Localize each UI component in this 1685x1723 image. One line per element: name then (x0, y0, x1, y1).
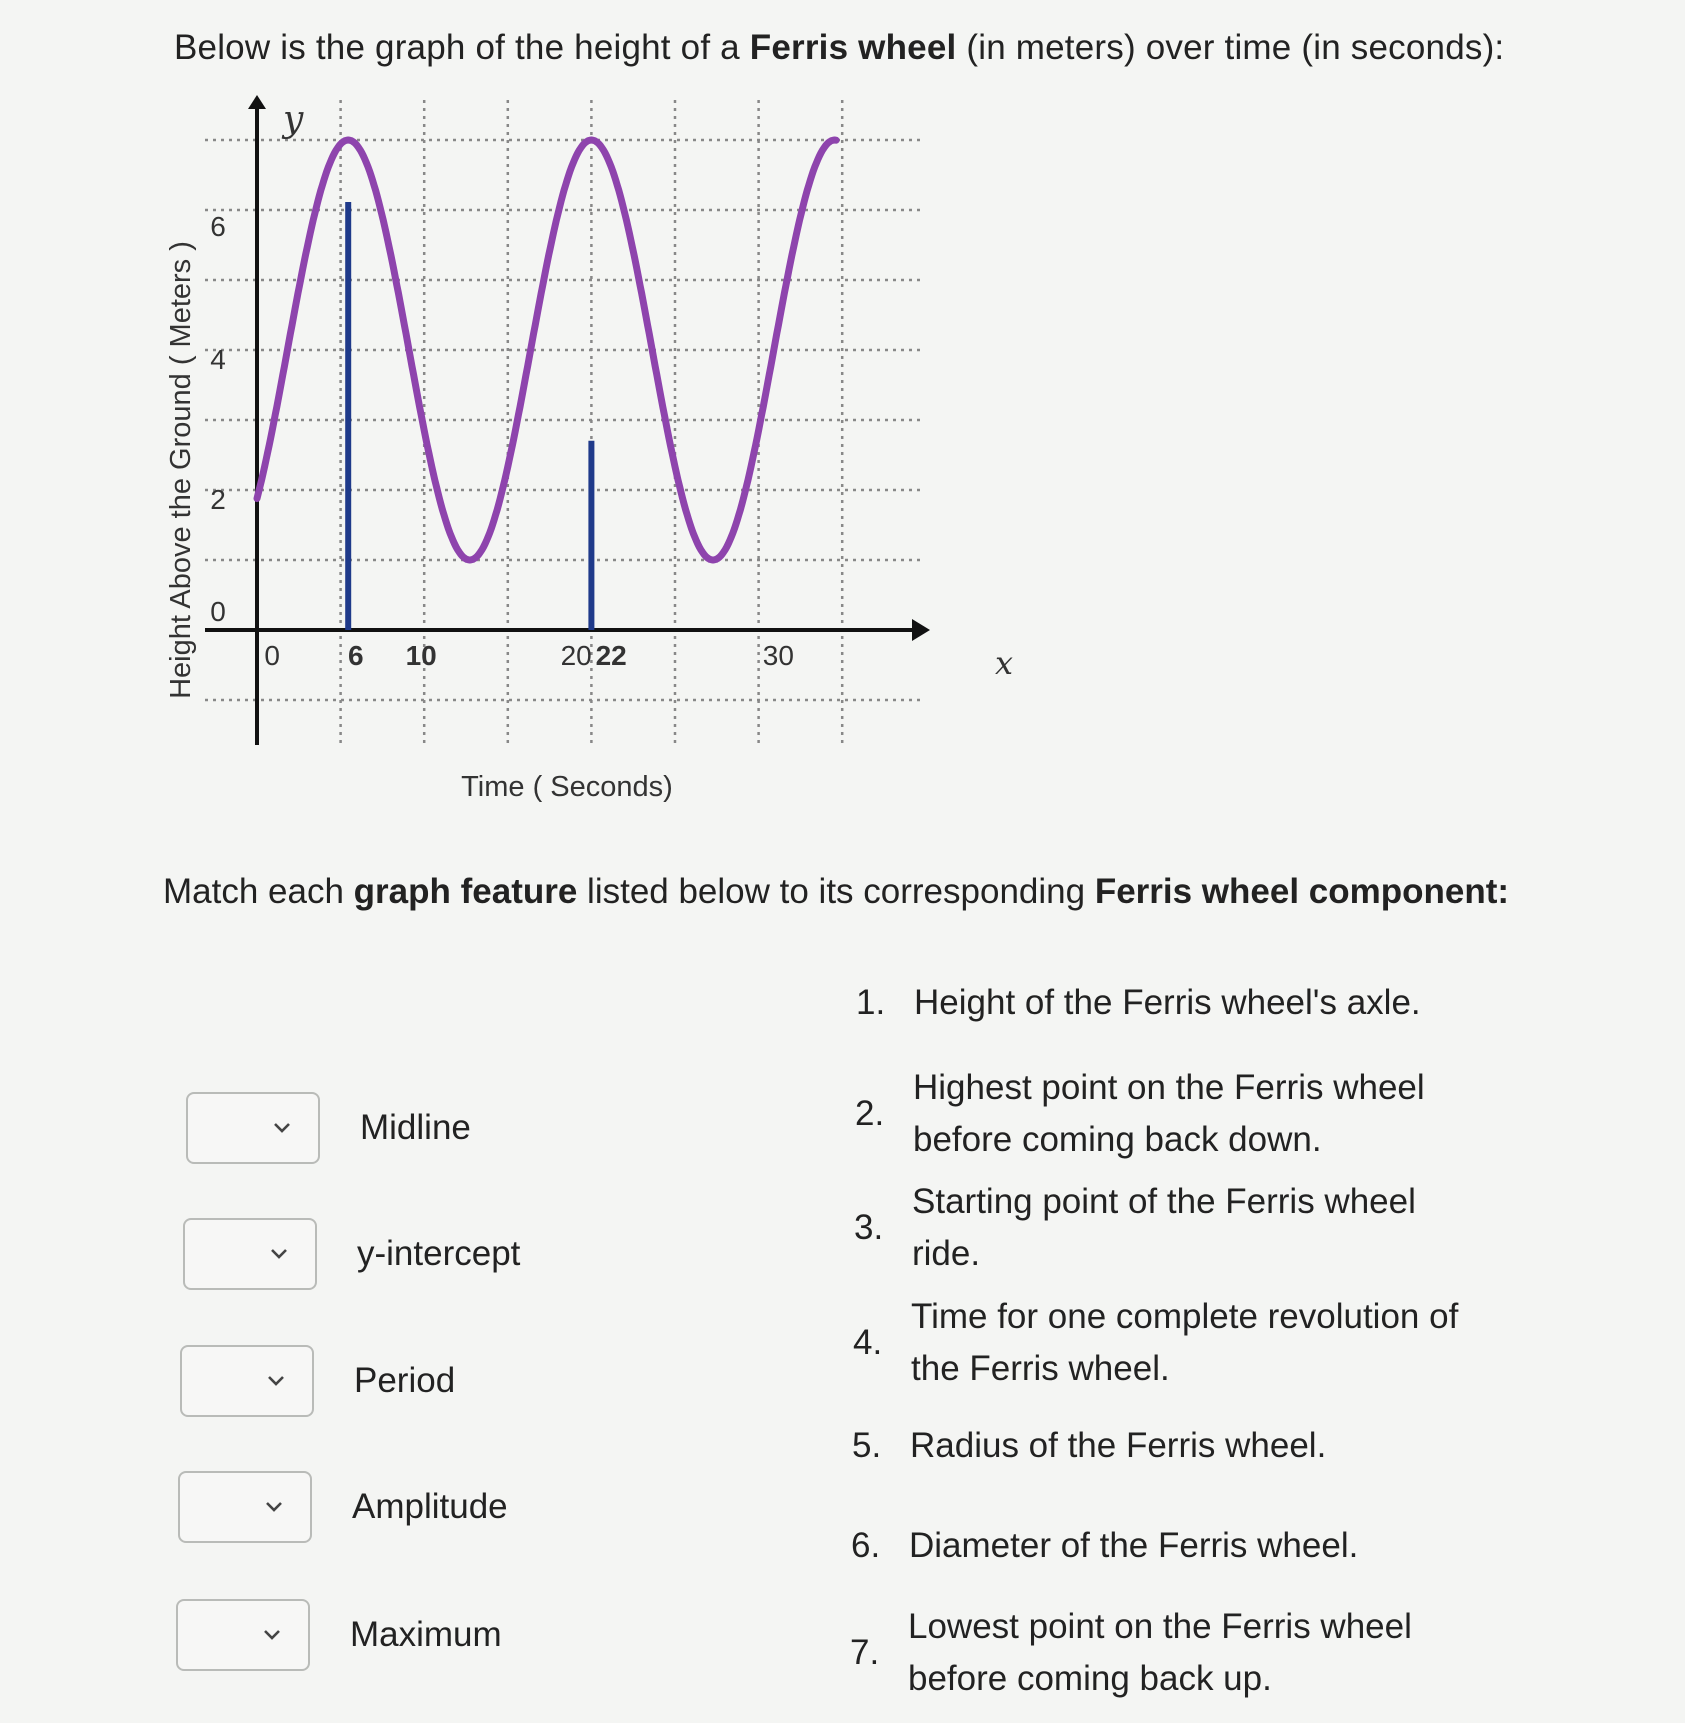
component-text: Time for one complete revolution of the Ferris wheel. (911, 1297, 1459, 1388)
y-variable: y (283, 99, 304, 140)
feature-row-amplitude (178, 1471, 508, 1543)
x-tick-label: 10 (405, 640, 437, 671)
feature-label: Period (354, 1361, 456, 1400)
instruction-part2: listed below to its corresponding (577, 872, 1095, 911)
component-number: 3. (854, 1208, 884, 1247)
instruction-text (163, 872, 1509, 912)
x-tick-label: 0 (264, 640, 280, 671)
component-item-2 (855, 1062, 1473, 1166)
component-item-6 (851, 1520, 1469, 1572)
component-item-4 (853, 1291, 1471, 1395)
component-text: Highest point on the Ferris wheel before coming back down. (913, 1068, 1425, 1159)
x-axis-title: Time ( Seconds) (461, 771, 673, 803)
feature-row-y-intercept (183, 1218, 520, 1290)
component-number: 2. (855, 1094, 885, 1133)
x-axis-arrow (912, 619, 930, 641)
chevron-down-icon (262, 1629, 282, 1641)
component-text: Radius of the Ferris wheel. (910, 1426, 1327, 1465)
instruction-bold1: graph feature (353, 872, 578, 911)
component-number: 6. (851, 1526, 881, 1565)
intro-text (174, 28, 1504, 68)
x-tick-label: 20 (560, 640, 592, 671)
feature-label: Midline (360, 1108, 471, 1147)
component-item-7 (850, 1601, 1468, 1705)
component-number: 5. (852, 1426, 882, 1465)
period-dropdown[interactable] (180, 1345, 314, 1417)
feature-label: Amplitude (352, 1487, 508, 1526)
x-tick-label: 22 (595, 640, 627, 671)
component-text: Height of the Ferris wheel's axle. (914, 983, 1421, 1022)
y-intercept-dropdown[interactable] (183, 1218, 317, 1290)
component-number: 1. (856, 983, 886, 1022)
intro-part2: (in meters) over time (in seconds): (956, 28, 1505, 67)
feature-label: Maximum (350, 1615, 502, 1654)
component-item-5 (852, 1420, 1470, 1472)
chevron-down-icon (272, 1122, 292, 1134)
y-tick-label: 6 (210, 211, 226, 242)
instruction-part1: Match each (163, 872, 354, 911)
y-tick-label: 2 (210, 484, 226, 515)
component-item-1 (856, 977, 1474, 1029)
y-axis-title: Height Above the Ground ( Meters ) (165, 241, 197, 699)
component-number: 4. (853, 1323, 883, 1362)
y-tick-label: 0 (210, 596, 226, 627)
feature-row-period (180, 1345, 455, 1417)
x-variable: x (995, 644, 1014, 682)
feature-row-maximum (176, 1599, 502, 1671)
component-text: Starting point of the Ferris wheel ride. (912, 1182, 1416, 1273)
component-number: 7. (850, 1633, 880, 1672)
x-tick-label: 30 (762, 640, 794, 671)
intro-bold: Ferris wheel (749, 28, 957, 67)
vertical-markers (348, 202, 591, 630)
instruction-bold2: Ferris wheel component: (1094, 872, 1510, 911)
feature-label: y-intercept (357, 1234, 521, 1273)
component-text: Lowest point on the Ferris wheel before coming back up. (908, 1607, 1412, 1698)
x-tick-label: 6 (348, 640, 364, 671)
chevron-down-icon (264, 1501, 284, 1513)
feature-row-midline (186, 1092, 471, 1164)
intro-part1: Below is the graph of the height of a (174, 28, 750, 67)
amplitude-dropdown[interactable] (178, 1471, 312, 1543)
y-tick-label: 4 (210, 344, 226, 375)
component-text: Diameter of the Ferris wheel. (909, 1526, 1359, 1565)
y-axis-arrow (248, 95, 266, 109)
chevron-down-icon (269, 1248, 289, 1260)
chevron-down-icon (266, 1375, 286, 1387)
maximum-dropdown[interactable] (176, 1599, 310, 1671)
component-item-3 (854, 1176, 1472, 1280)
midline-dropdown[interactable] (186, 1092, 320, 1164)
ferris-wheel-graph (150, 95, 1030, 835)
